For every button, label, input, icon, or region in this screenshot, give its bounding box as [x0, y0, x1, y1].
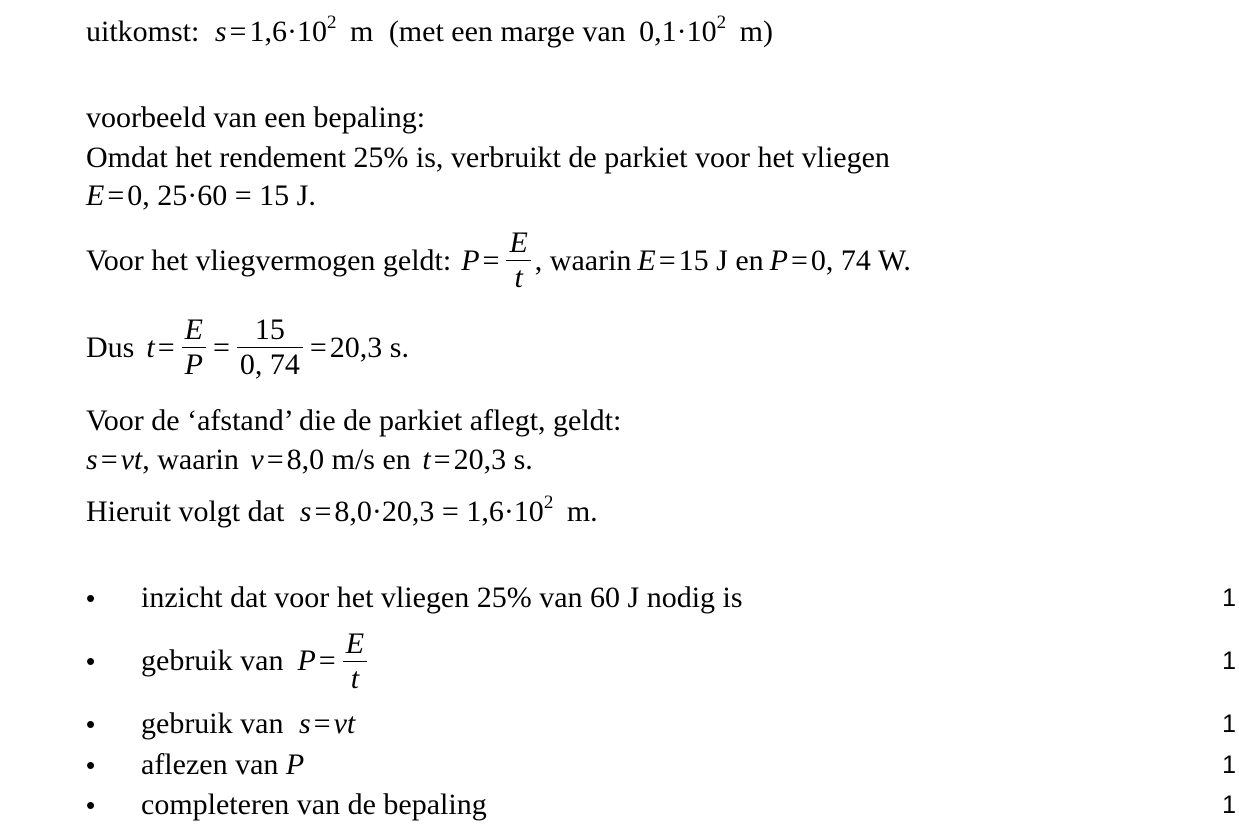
time-frac1-num: E	[182, 313, 206, 348]
power-frac-den: t	[514, 261, 523, 294]
criterion-score: 1	[1222, 709, 1236, 738]
result-mantissa: 1,6·10	[249, 15, 327, 48]
power-var-e: E	[637, 243, 656, 277]
bullet: •	[86, 749, 96, 780]
time-result: 20,3 s.	[329, 330, 409, 364]
criterion-item	[86, 704, 1236, 744]
distance-t-value: 20,3 s.	[453, 443, 533, 476]
conclusion-unit: m.	[566, 495, 598, 528]
conclusion-exp: 2	[543, 492, 554, 513]
efficiency-line: Omdat het rendement 25% is, verbruikt de parkiet voor het vliegen	[86, 141, 890, 174]
power-fraction	[506, 226, 530, 295]
energy-line: E = 0, 25·60 = 15 J.	[86, 179, 316, 212]
result-exp: 2	[326, 12, 337, 33]
distance-intro: Voor de ‘afstand’ die de parkiet aflegt, geldt:	[86, 404, 622, 437]
conclusion-pre: Hieruit volgt dat	[86, 495, 285, 528]
result-unit: m	[349, 15, 374, 48]
power-line: Voor het vliegvermogen geldt: P = $\frac{E}{t}$ , waarin E = 15 J en P = 0, 74 W.	[86, 226, 911, 294]
criterion-var-vt: vt	[333, 707, 356, 740]
criterion-item	[86, 620, 1236, 702]
power-var-p: P	[461, 243, 480, 277]
criterion-frac-den: t	[350, 661, 360, 695]
distance-formula-s: s	[86, 443, 98, 476]
criterion-frac-num: E	[343, 627, 367, 662]
power-intro: Voor het vliegvermogen geldt:	[86, 243, 452, 277]
time-frac2-den: 0, 74	[239, 348, 300, 381]
power-var-p2: P	[769, 243, 788, 277]
power-mid: , waarin	[534, 243, 632, 277]
criterion-item	[86, 745, 1236, 785]
bullet: •	[86, 582, 96, 613]
energy-var: E	[86, 179, 105, 212]
power-frac-num: E	[506, 226, 530, 261]
conclusion-line: Hieruit volgt dat $s = 8,0\cdot 20,3 = 1,6\cdot 10^2$ m.	[86, 492, 598, 528]
criterion-text: completeren van de bepaling	[141, 788, 487, 821]
result-var: s	[214, 15, 227, 48]
time-line: Dus t = $\frac{E}{P}$ = $\frac{15}{0, 74}$ = 20,3 s.	[86, 313, 409, 381]
criterion-score: 1	[1222, 750, 1236, 779]
time-intro: Dus	[86, 330, 135, 364]
criterion-var: P	[297, 644, 316, 677]
criterion-text: inzicht dat voor het vliegen 25% van 60 J nodig is	[141, 581, 743, 614]
criterion-text: gebruik van P = $\frac{E}{t}$	[141, 627, 1206, 696]
criterion-text	[141, 748, 1206, 782]
power-p-value: 0, 74 W.	[810, 243, 911, 277]
criterion-pre: aflezen van	[141, 748, 279, 781]
time-var: t	[146, 330, 155, 364]
criterion-pre: gebruik van	[141, 644, 284, 677]
criterion-score: 1	[1222, 790, 1236, 819]
result-line: uitkomst: $s = 1,6\cdot 10^2$ m (met een marge van $0,1\cdot 10^2$ m)	[86, 12, 773, 48]
distance-mid: , waarin	[142, 443, 239, 476]
distance-v-value: 8,0 m/s en	[286, 443, 411, 476]
time-frac2-num: 15	[237, 313, 303, 348]
distance-formula-vt: vt	[120, 443, 143, 476]
bullet: •	[86, 645, 96, 676]
criterion-score: 1	[1222, 583, 1236, 612]
time-frac1-den: P	[184, 348, 203, 381]
distance-formula-line: s = vt, waarin v = 8,0 m/s en t = 20,3 s.	[86, 443, 533, 476]
criterion-fraction	[343, 627, 367, 696]
criterion-var-s: s	[298, 707, 311, 740]
result-margin-pre: (met een marge van	[388, 15, 626, 48]
power-e-value: 15 J en	[678, 243, 764, 277]
time-fraction-2	[237, 313, 303, 382]
criterion-text: gebruik van s = vt	[141, 707, 356, 740]
criterion-item	[86, 578, 1236, 618]
time-fraction-1	[182, 313, 206, 382]
criterion-score: 1	[1222, 646, 1236, 675]
result-margin-mantissa: 0,1·10	[639, 15, 717, 48]
example-heading: voorbeeld van een bepaling:	[86, 101, 426, 134]
distance-var-v: v	[250, 443, 264, 476]
result-label: uitkomst:	[86, 15, 200, 48]
criterion-var: P	[285, 748, 305, 781]
conclusion-expr: 8,0·20,3 = 1,6·10	[334, 495, 544, 528]
result-margin-exp: 2	[716, 12, 727, 33]
bullet: •	[86, 708, 96, 739]
bullet: •	[86, 789, 96, 820]
criterion-pre: gebruik van	[141, 707, 284, 740]
conclusion-var: s	[299, 495, 312, 528]
result-margin-post: m)	[739, 15, 773, 48]
distance-var-t: t	[422, 443, 431, 476]
energy-expr: 0, 25·60 = 15 J.	[127, 179, 316, 212]
criterion-item	[86, 785, 1236, 825]
